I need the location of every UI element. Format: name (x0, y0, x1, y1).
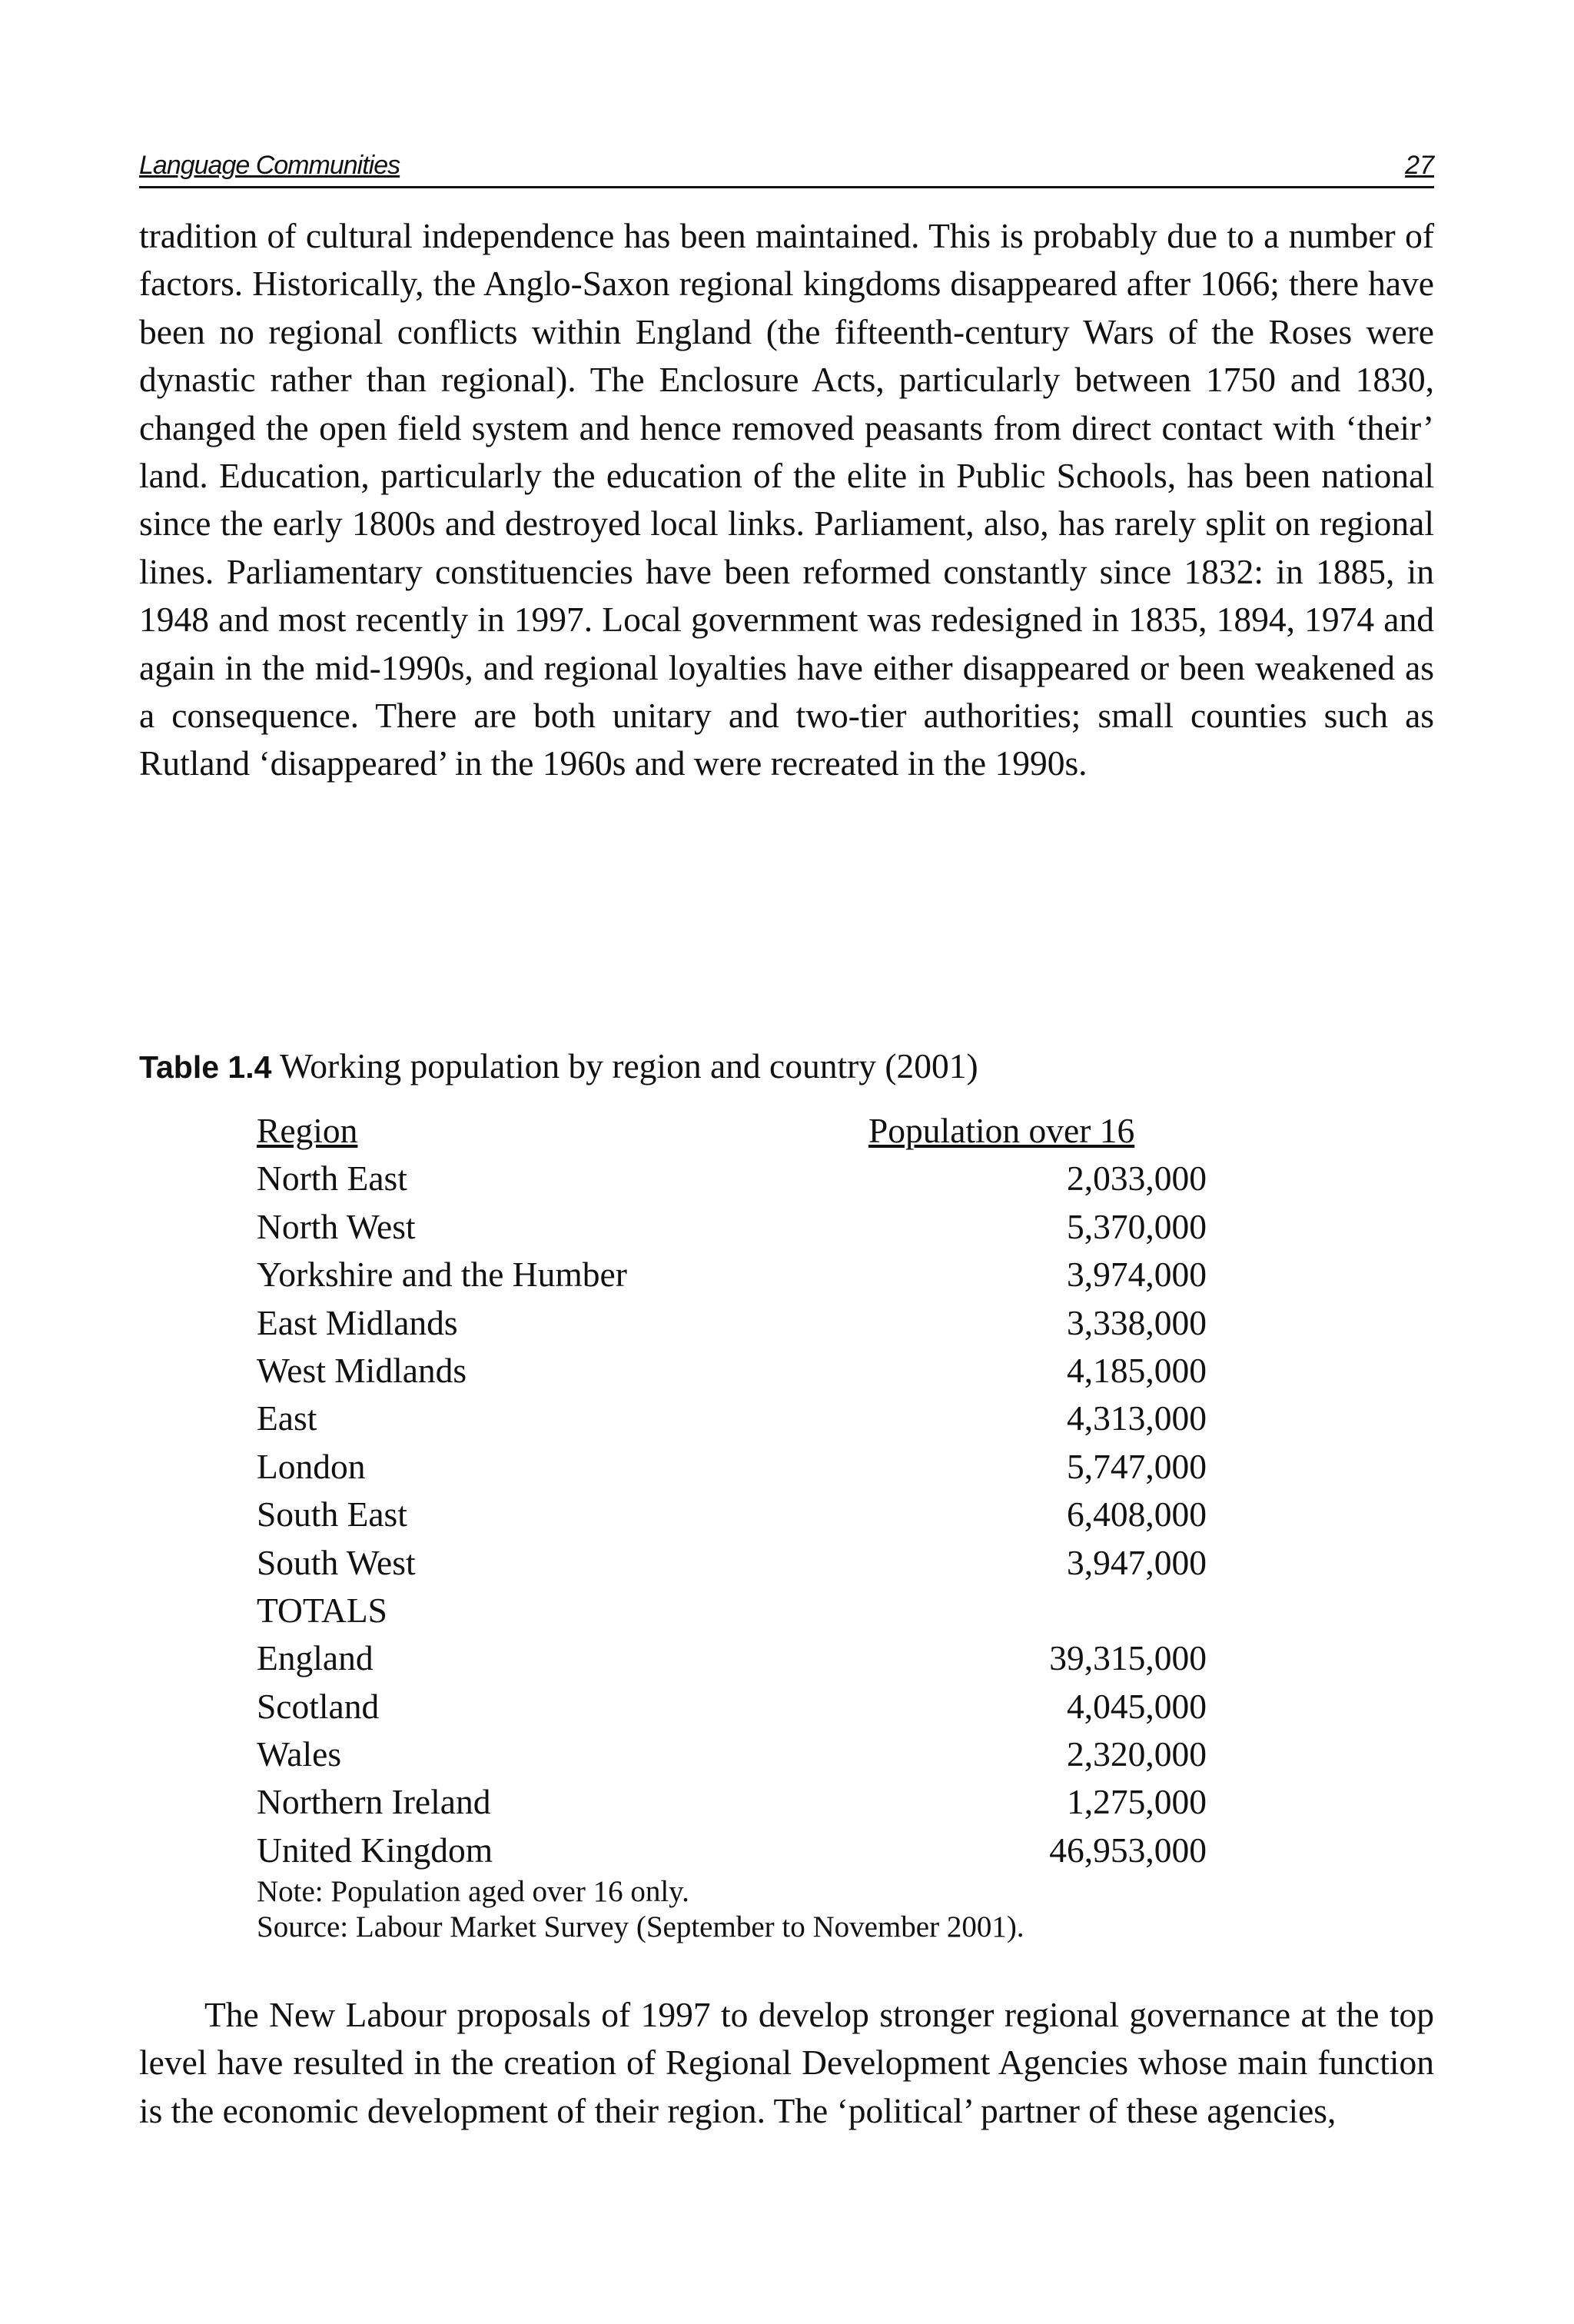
region-cell: England (257, 1638, 374, 1678)
totals-heading: TOTALS (257, 1590, 387, 1630)
region-cell: East Midlands (257, 1302, 458, 1342)
table-caption-label: Table 1.4 (139, 1049, 272, 1085)
table-row (257, 1827, 1207, 1874)
table-row (257, 1539, 1207, 1587)
population-cell: 3,974,000 (1067, 1255, 1207, 1295)
table-row (257, 1683, 1207, 1731)
region-cell: South West (257, 1542, 416, 1582)
region-cell: Scotland (257, 1686, 380, 1726)
region-cell: North West (257, 1206, 416, 1246)
region-cell: North East (257, 1159, 407, 1199)
table-row (257, 1203, 1207, 1251)
table-source: Source: Labour Market Survey (September to November 2001). (257, 1910, 1024, 1944)
region-cell: Yorkshire and the Humber (257, 1255, 627, 1295)
population-cell: 39,315,000 (1049, 1638, 1207, 1678)
region-cell: South East (257, 1494, 407, 1534)
running-header (139, 151, 1434, 188)
table-caption (139, 1042, 978, 1091)
population-cell: 3,338,000 (1067, 1302, 1207, 1342)
page-number: 27 (1405, 151, 1434, 180)
table-row (257, 1299, 1207, 1347)
region-cell: Northern Ireland (257, 1782, 491, 1822)
table-header-row (257, 1107, 1207, 1155)
population-cell: 4,185,000 (1067, 1350, 1207, 1390)
running-header-title: Language Communities (139, 151, 400, 180)
body-paragraph: The New Labour proposals of 1997 to develop stronger regional governance at the top level have resulted in the creation of Regional Development Agencies whose main function is the economic development of their region. The ‘political’ partner of these agencies, (139, 1995, 1434, 2130)
population-cell: 1,275,000 (1067, 1782, 1207, 1822)
table-row (257, 1634, 1207, 1682)
region-cell: West Midlands (257, 1350, 467, 1390)
population-cell: 5,747,000 (1067, 1446, 1207, 1486)
table-row (257, 1491, 1207, 1538)
table-note: Note: Population aged over 16 only. (257, 1875, 689, 1909)
population-cell: 46,953,000 (1049, 1830, 1207, 1870)
table-row (257, 1395, 1207, 1442)
region-cell: United Kingdom (257, 1830, 493, 1870)
column-header-region: Region (257, 1111, 358, 1150)
table-row (257, 1731, 1207, 1778)
table-caption-text: Working population by region and country (2001) (280, 1046, 978, 1086)
table-row-totals-heading (257, 1587, 1207, 1634)
population-cell: 2,320,000 (1067, 1734, 1207, 1774)
table-row (257, 1155, 1207, 1202)
population-cell: 6,408,000 (1067, 1494, 1207, 1534)
table-row (257, 1778, 1207, 1826)
population-cell: 3,947,000 (1067, 1542, 1207, 1582)
column-header-population: Population over 16 (868, 1111, 1135, 1150)
population-cell: 4,045,000 (1067, 1686, 1207, 1726)
table-row (257, 1443, 1207, 1491)
population-cell: 2,033,000 (1067, 1159, 1207, 1199)
population-cell: 4,313,000 (1067, 1398, 1207, 1438)
population-table (257, 1107, 1207, 1945)
region-cell: London (257, 1446, 366, 1486)
population-cell: 5,370,000 (1067, 1206, 1207, 1246)
table-row (257, 1347, 1207, 1395)
table-row (257, 1251, 1207, 1298)
region-cell: East (257, 1398, 317, 1438)
region-cell: Wales (257, 1734, 342, 1774)
body-paragraph: tradition of cultural independence has been maintained. This is probably due to a number of factors. Historically, the Anglo-Saxon regional kingdoms disappeared after 1066; there have been no regional conflicts within England (the fifteenth-century Wars of the Roses were dynastic rather than regional). The Enclosure Acts, particularly between 1750 and 1830, changed the open field system and hence removed peasants from direct contact with ‘their’ land. Education, particularly the education of the elite in Public Schools, has been national since the early 1800s and destroyed local links. Parliament, also, has rarely split on regional lines. Parliamentary constituencies have been reformed constantly since 1832: in 1885, in 1948 and most recently in 1997. Local government was redesigned in 1835, 1894, 1974 and again in the mid-1990s, and regional loyalties have either disappeared or been weakened as a consequence. There are both unitary and two-tier authorities; small counties such as Rutland ‘disappeared’ in the 1960s and were recreated in the 1990s. (139, 216, 1434, 783)
